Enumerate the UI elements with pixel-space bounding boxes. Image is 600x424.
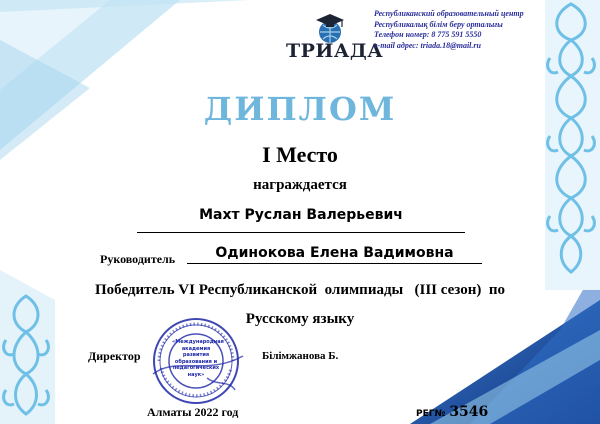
place-heading: I Место bbox=[262, 142, 338, 167]
ornament-right bbox=[542, 0, 600, 280]
org-phone: Телефон номер: 8 775 591 5550 bbox=[374, 30, 482, 39]
leader-label: Руководитель bbox=[100, 252, 176, 266]
graduation-cap-icon bbox=[316, 14, 344, 27]
reg-label: РЕГ№ bbox=[416, 409, 446, 419]
awarded-text: награждается bbox=[253, 177, 347, 193]
leader-underline bbox=[187, 263, 482, 264]
director-name: Білімжанова Б. bbox=[262, 350, 339, 362]
stamp-center-text: «Международная академия развития образования и педагогических наук» bbox=[172, 339, 224, 378]
winner-text: Победитель VI Республиканской олимпиады (III сезон) по bbox=[95, 282, 505, 298]
organization-info bbox=[374, 9, 534, 51]
org-name-ru: Республиканский образовательный центр bbox=[374, 9, 524, 18]
reg-number: 3546 bbox=[449, 404, 489, 420]
recipient-underline bbox=[137, 232, 465, 233]
org-name-kz: Республикалық білім беру орталығы bbox=[374, 19, 503, 29]
org-email: e-mail адрес: triada.18@mail.ru bbox=[374, 40, 481, 50]
logo-name: ТРИАДА bbox=[286, 40, 384, 62]
recipient-name: Махт Руслан Валерьевич bbox=[199, 207, 403, 223]
leader-name: Одинокова Елена Вадимовна bbox=[215, 245, 454, 261]
registration-number bbox=[416, 403, 488, 421]
diploma-title: ДИПЛОМ bbox=[203, 90, 397, 128]
city-year: Алматы 2022 год bbox=[147, 405, 239, 419]
subject-text: Русскому языку bbox=[245, 311, 355, 327]
director-label: Директор bbox=[88, 349, 141, 363]
